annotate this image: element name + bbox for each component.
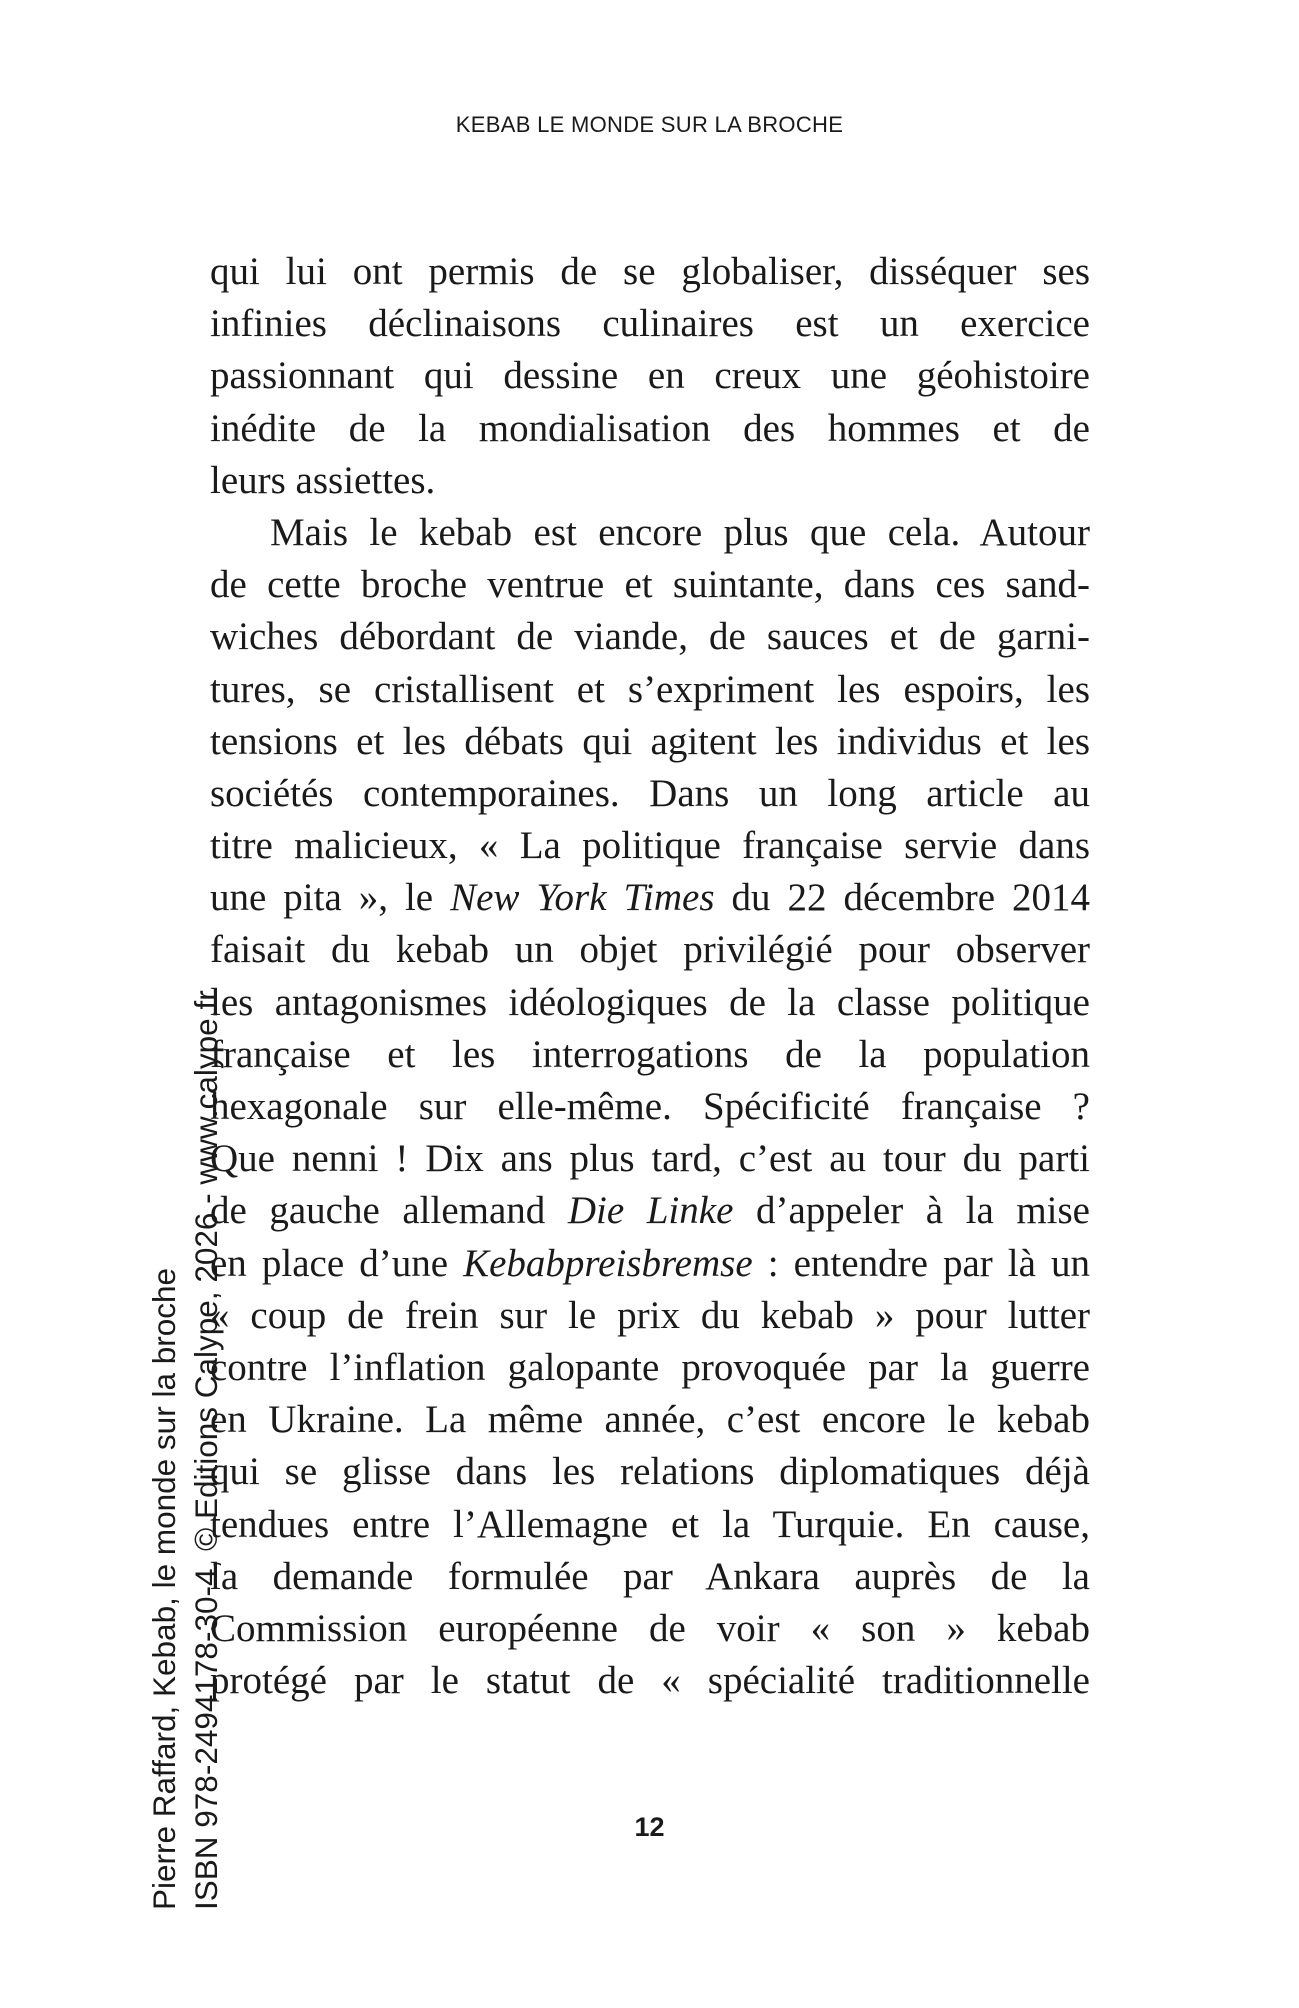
book-credit-line: Pierre Raffard, Kebab, le monde sur la broche xyxy=(146,1267,182,1910)
running-title: KEBAB LE MONDE SUR LA BROCHE xyxy=(455,112,844,137)
paragraph-start-line: Mais le kebab est encore plus que cela. Autour xyxy=(270,510,1090,554)
text-line: infinies déclinaisons culinaires est un exercice xyxy=(210,302,1090,346)
body-text xyxy=(210,246,1090,1707)
text-line: « coup de frein sur le prix du kebab » pour lutter xyxy=(210,1293,1090,1337)
text-line: contre l’inflation galopante provoquée par la guerre xyxy=(210,1345,1090,1389)
text-line: passionnant qui dessine en creux une géohistoire xyxy=(210,354,1090,398)
text-line: qui lui ont permis de se globaliser, disséquer ses xyxy=(210,250,1090,293)
text-line xyxy=(210,1185,1090,1237)
text-line: tensions et les débats qui agitent les individus et les xyxy=(210,719,1090,763)
page-number: 12 xyxy=(634,1812,665,1842)
text-line: qui se glisse dans les relations diplomatiques déjà xyxy=(210,1450,1090,1494)
text-line: Que nenni ! Dix ans plus tard, c’est au tour du parti xyxy=(210,1137,1090,1181)
newspaper-title-italic: New York Times xyxy=(450,876,715,920)
german-term-italic: Kebabpreisbremse xyxy=(463,1241,753,1285)
text-run: du 22 décembre 2014 xyxy=(714,876,1090,920)
text-line: la demande formulée par Ankara auprès de la xyxy=(210,1554,1090,1598)
text-line: protégé par le statut de « spécialité traditionnelle xyxy=(210,1659,1090,1703)
text-line: tures, se cristallisent et s’expriment les espoirs, les xyxy=(210,667,1090,711)
text-run: une pita », le xyxy=(210,876,451,920)
text-run: en place d’une xyxy=(210,1241,464,1285)
text-line: les antagonismes idéologiques de la classe politique xyxy=(210,980,1090,1024)
party-name-italic: Die Linke xyxy=(567,1189,734,1233)
text-line: titre malicieux, « La politique française servie dans xyxy=(210,824,1090,868)
text-line: wiches débordant de viande, de sauces et de garni- xyxy=(210,615,1090,659)
text-line: de cette broche ventrue et suintante, dans ces sand- xyxy=(210,563,1090,607)
isbn-line: ISBN 978-2494178-30-4, © Editions Calype, 2026 - www.calype.fr xyxy=(188,990,224,1910)
text-run: de gauche allemand xyxy=(210,1189,568,1233)
text-line: faisait du kebab un objet privilégié pour observer xyxy=(210,928,1090,972)
side-copyright-notice xyxy=(143,990,227,1910)
text-line xyxy=(210,1238,1090,1290)
text-run: : entendre par là un xyxy=(752,1241,1091,1285)
text-line: sociétés contemporaines. Dans un long article au xyxy=(210,771,1090,815)
text-line: en Ukraine. La même année, c’est encore le kebab xyxy=(210,1398,1090,1442)
text-line: leurs assiettes. xyxy=(210,458,436,502)
text-line: tendues entre l’Allemagne et la Turquie. En cause, xyxy=(210,1502,1090,1546)
text-line: inédite de la mondialisation des hommes et de xyxy=(210,406,1090,450)
text-line xyxy=(210,872,1090,924)
text-line: hexagonale sur elle-même. Spécificité française ? xyxy=(210,1085,1090,1128)
text-run: d’appeler à la mise xyxy=(733,1189,1090,1233)
text-line: Commission européenne de voir « son » kebab xyxy=(210,1606,1090,1650)
text-line: française et les interrogations de la population xyxy=(210,1032,1090,1076)
